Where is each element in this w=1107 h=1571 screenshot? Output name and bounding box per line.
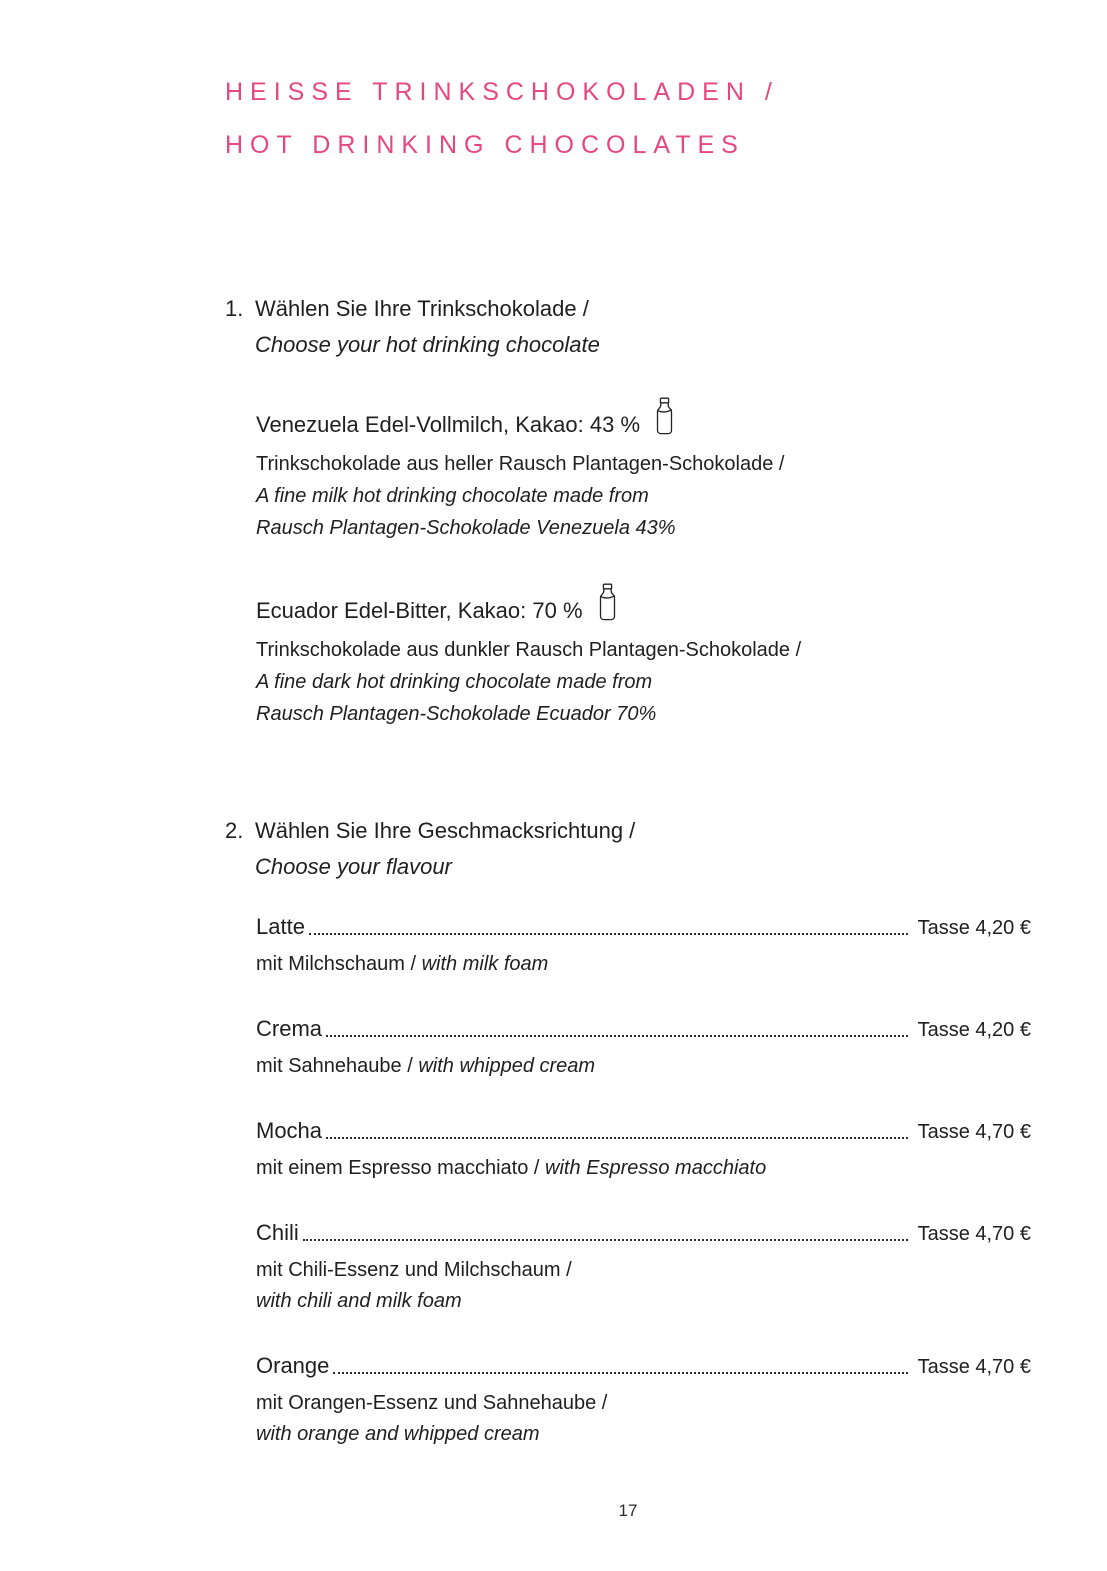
flavour-desc-de: mit Milchschaum /	[256, 953, 417, 975]
chocolate-name: Venezuela Edel-Vollmilch, Kakao: 43 %	[256, 412, 641, 437]
step-2-heading-de: Wählen Sie Ihre Geschmacksrichtung /	[255, 818, 636, 843]
flavour-name: Chili	[256, 1220, 299, 1245]
section-choose-chocolate	[225, 292, 1031, 730]
flavour-item-crema	[256, 1012, 1031, 1082]
flavour-price: Tasse 4,20 €	[917, 917, 1031, 939]
flavour-price: Tasse 4,70 €	[917, 1121, 1031, 1143]
flavour-description	[256, 1388, 1031, 1419]
flavour-price: Tasse 4,70 €	[917, 1356, 1031, 1378]
flavour-name: Mocha	[256, 1118, 323, 1143]
flavour-price-row	[256, 1349, 1031, 1383]
flavour-desc-en: with chili and milk foam	[256, 1290, 462, 1312]
chocolate-name-row	[256, 592, 1031, 630]
dotted-leader	[303, 1239, 908, 1241]
section-choose-flavour	[225, 814, 1031, 1450]
flavour-item-latte	[256, 910, 1031, 980]
chocolate-item-venezuela	[256, 406, 1031, 544]
flavour-name: Crema	[256, 1016, 323, 1041]
flavour-description	[256, 1153, 1031, 1184]
flavour-price-row	[256, 1216, 1031, 1250]
flavour-description	[256, 1051, 1031, 1082]
dotted-leader	[326, 1035, 908, 1037]
chocolate-desc-en-line2: Rausch Plantagen-Schokolade Ecuador 70%	[256, 703, 657, 725]
flavour-desc-de: mit einem Espresso macchiato /	[256, 1157, 540, 1179]
chocolate-desc-de: Trinkschokolade aus heller Rausch Plantagen-Schokolade /	[256, 453, 785, 475]
flavour-list	[256, 910, 1031, 1450]
chocolate-name: Ecuador Edel-Bitter, Kakao: 70 %	[256, 598, 583, 623]
milk-bottle-icon	[597, 583, 618, 621]
flavour-desc-en: with milk foam	[421, 953, 549, 975]
step-2-heading-en: Choose your flavour	[255, 854, 452, 879]
flavour-desc-de: mit Chili-Essenz und Milchschaum /	[256, 1259, 572, 1281]
flavour-item-mocha	[256, 1114, 1031, 1184]
flavour-price-row	[256, 1012, 1031, 1046]
step-1-heading	[225, 292, 1031, 326]
chocolate-desc-en-line1: A fine milk hot drinking chocolate made from	[256, 485, 649, 507]
flavour-description	[256, 949, 1031, 980]
flavour-price-row	[256, 1114, 1031, 1148]
page-title	[225, 66, 1031, 172]
flavour-desc-en: with whipped cream	[418, 1055, 596, 1077]
flavour-name: Latte	[256, 914, 305, 939]
page-title-line-en: HOT DRINKING CHOCOLATES	[225, 131, 745, 159]
flavour-price: Tasse 4,70 €	[917, 1223, 1031, 1245]
chocolate-desc-en-line1: A fine dark hot drinking chocolate made from	[256, 671, 653, 693]
flavour-item-chili	[256, 1216, 1031, 1317]
step-2-heading	[225, 814, 1031, 848]
flavour-price: Tasse 4,20 €	[917, 1019, 1031, 1041]
page-title-line-de: HEISSE TRINKSCHOKOLADEN /	[225, 78, 779, 106]
step-2-number: 2.	[225, 818, 244, 843]
flavour-desc-de: mit Sahnehaube /	[256, 1055, 413, 1077]
chocolate-item-ecuador	[256, 592, 1031, 730]
dotted-leader	[333, 1372, 907, 1374]
page-number: 17	[618, 1501, 638, 1520]
flavour-item-orange	[256, 1349, 1031, 1450]
step-1-heading-de: Wählen Sie Ihre Trinkschokolade /	[255, 296, 589, 321]
chocolate-desc-de: Trinkschokolade aus dunkler Rausch Plantagen-Schokolade /	[256, 639, 802, 661]
milk-bottle-icon	[654, 397, 675, 435]
flavour-name: Orange	[256, 1353, 330, 1378]
dotted-leader	[309, 933, 908, 935]
flavour-desc-en: with orange and whipped cream	[256, 1423, 540, 1445]
dotted-leader	[326, 1137, 908, 1139]
flavour-description	[256, 1255, 1031, 1286]
chocolate-desc-en-line2: Rausch Plantagen-Schokolade Venezuela 43%	[256, 517, 676, 539]
chocolate-name-row	[256, 406, 1031, 444]
menu-content	[225, 66, 1031, 1450]
flavour-desc-en: with Espresso macchiato	[545, 1157, 767, 1179]
step-1-number: 1.	[225, 296, 244, 321]
step-1-heading-en: Choose your hot drinking chocolate	[255, 332, 600, 357]
flavour-desc-de: mit Orangen-Essenz und Sahnehaube /	[256, 1392, 608, 1414]
flavour-price-row	[256, 910, 1031, 944]
